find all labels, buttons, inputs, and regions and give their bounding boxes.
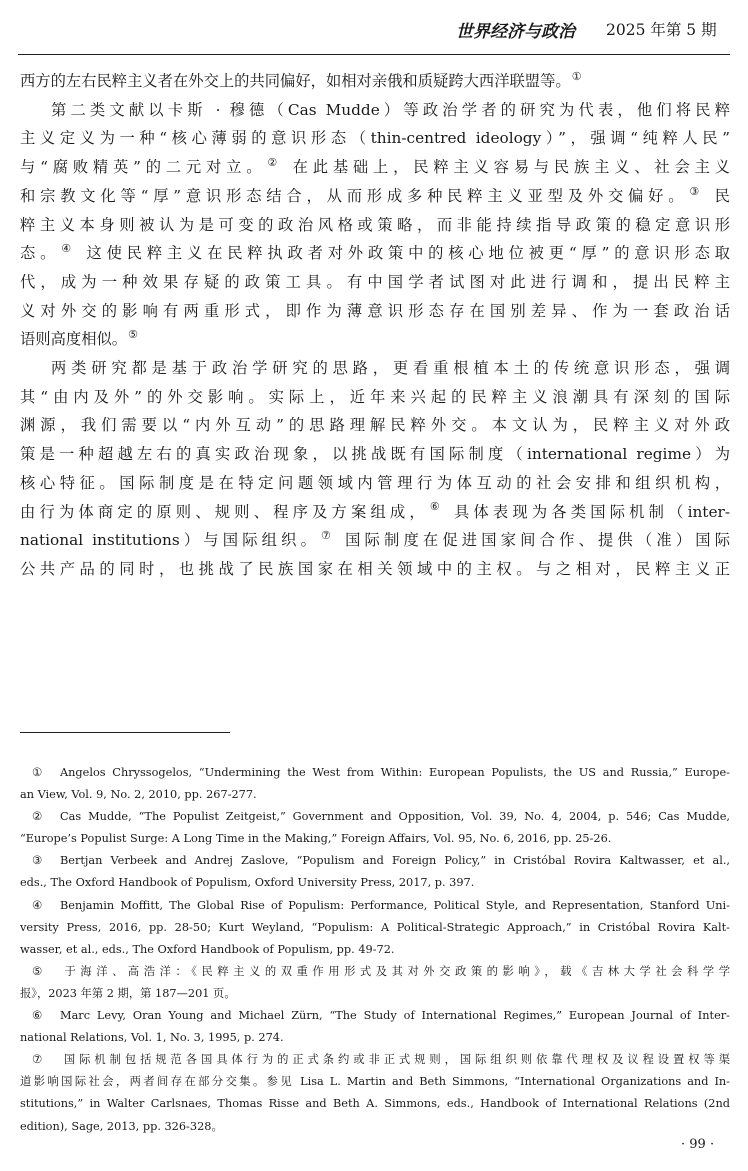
body-line: 语则高度相似。⑤ bbox=[20, 328, 138, 349]
footnote-line bbox=[20, 983, 730, 1005]
footnote-line bbox=[20, 1071, 730, 1093]
body-line: 态。④ 这使民粹主义在民粹执政者对外政策中的核心地位被更“厚”的意识形态取 bbox=[20, 242, 730, 263]
footnote-text: Angelos Chryssogelos, “Undermining the West from Within: European Populists, the US and Russia,” Europe- bbox=[60, 766, 730, 779]
footnote-ref[interactable]: ④ bbox=[61, 242, 76, 256]
page-header bbox=[0, 8, 748, 48]
footnote-text: versity Press, 2016, pp. 28-50; Kurt Weyland, “Populism: A Political-Strategic Approach,” in Cristóbal Rovira Kalt- bbox=[20, 920, 730, 934]
footnote-text: edition), Sage, 2013, pp. 326-328。 bbox=[20, 1119, 223, 1133]
body-line: 其“由内及外”的外交影响。实际上，近年来兴起的民粹主义浪潮具有深刻的国际 bbox=[20, 387, 730, 406]
page-number: · 99 · bbox=[681, 1137, 715, 1152]
footnote-line bbox=[20, 828, 730, 850]
body-line: national institutions）与国际组织。⑦ 国际制度在促进国家间合作、提供（准）国际 bbox=[20, 529, 730, 550]
footnote-number: ② bbox=[32, 810, 43, 824]
footnote-line bbox=[20, 1027, 730, 1049]
footnote-text: Bertjan Verbeek and Andrej Zaslove, “Populism and Foreign Policy,” in Cristóbal Rovira Kaltwasser, et al., bbox=[60, 854, 730, 868]
body-line: 渊源，我们需要以“内外互动”的思路理解民粹外交。本文认为，民粹主义对外政 bbox=[20, 416, 730, 435]
body-line: 西方的左右民粹主义者在外交上的共同偏好，如相对亲俄和质疑跨大西洋联盟等。① bbox=[20, 69, 582, 90]
footnote-text: eds., The Oxford Handbook of Populism, Oxford University Press, 2017, p. 397. bbox=[20, 876, 475, 890]
body-line: 主义定义为一种“核心薄弱的意识形态（thin-centred ideology）”，强调“纯粹人民” bbox=[20, 129, 730, 148]
footnote-divider bbox=[20, 732, 230, 733]
footnote-ref[interactable]: ⑤ bbox=[128, 328, 138, 342]
footnote-text: 国际机制包括规范各国具体行为的正式条约或非正式规则，国际组织则依靠代理权及议程设置权等渠 bbox=[60, 1053, 730, 1067]
footnote-text: Benjamin Moffitt, The Global Rise of Populism: Performance, Political Style, and Representation, Stanford Uni- bbox=[60, 898, 730, 912]
issue-label: 2025 年第 5 期 bbox=[606, 21, 717, 39]
body-line: 核心特征。国际制度是在特定问题领域内管理行为体互动的社会安排和组织机构， bbox=[20, 473, 730, 492]
body-line: 和宗教文化等“厚”意识形态结合，从而形成多种民粹主义亚型及外交偏好。③ 民 bbox=[20, 184, 730, 205]
footnote-text: 道影响国际社会，两者间存在部分交集。参见 Lisa L. Martin and Beth Simmons, “International Organizations and In- bbox=[20, 1075, 730, 1089]
main-text bbox=[20, 67, 730, 584]
body-line: 粹主义本身则被认为是可变的政治风格或策略，而非能持续指导政策的稳定意识形 bbox=[20, 215, 730, 234]
footnote-text: 报》，2023 年第 2 期，第 187—201 页。 bbox=[20, 986, 236, 1000]
journal-title: 世界经济与政治 bbox=[456, 22, 575, 42]
footnote-line bbox=[20, 806, 730, 828]
footnote-ref[interactable]: ② bbox=[267, 156, 282, 170]
footnote-line bbox=[20, 895, 730, 917]
footnote-text: national Relations, Vol. 1, No. 3, 1995, p. 274. bbox=[20, 1031, 284, 1045]
body-line: 策是一种超越左右的真实政治现象，以挑战既有国际制度（international regime）为 bbox=[20, 445, 730, 464]
footnote-text: Cas Mudde, “The Populist Zeitgeist,” Government and Opposition, Vol. 39, No. 4, 2004, p. 546; Cas Mudde, bbox=[60, 810, 730, 824]
footnote-line bbox=[20, 850, 730, 872]
footnote-ref[interactable]: ⑥ bbox=[429, 500, 444, 514]
footnote-number: ③ bbox=[32, 854, 43, 868]
footnote-text: 于海洋、高浩洋：《民粹主义的双重作用形式及其对外交政策的影响》，载《吉林大学社会科学学 bbox=[60, 964, 730, 978]
footnote-line bbox=[20, 1093, 730, 1115]
footnote-line bbox=[20, 1116, 730, 1138]
footnote-number: ④ bbox=[32, 898, 43, 912]
body-line: 代，成为一种效果存疑的政策工具。有中国学者试图对此进行调和，提出民粹主 bbox=[20, 272, 730, 291]
body-line: 与“腐败精英”的二元对立。② 在此基础上，民粹主义容易与民族主义、社会主义 bbox=[20, 156, 730, 177]
footnote-line bbox=[20, 872, 730, 894]
body-line: 第二类文献以卡斯 · 穆德（Cas Mudde）等政治学者的研究为代表，他们将民粹 bbox=[51, 100, 730, 119]
footnote-number: ① bbox=[32, 766, 43, 779]
footnote-line bbox=[20, 784, 730, 806]
footnote-line bbox=[20, 917, 730, 939]
footnote-line bbox=[20, 961, 730, 983]
body-line: 由行为体商定的原则、规则、程序及方案组成，⑥ 具体表现为各类国际机制（inter- bbox=[20, 500, 730, 521]
footnote-ref[interactable]: ① bbox=[571, 69, 582, 83]
footnote-text: stitutions,” in Walter Carlsnaes, Thomas Risse and Beth A. Simmons, eds., Handbook of International Relations (2nd bbox=[20, 1097, 730, 1111]
footnote-line bbox=[20, 939, 730, 961]
footnote-ref[interactable]: ⑦ bbox=[321, 529, 336, 543]
body-line: 公共产品的同时，也挑战了民族国家在相关领域中的主权。与之相对，民粹主义正 bbox=[20, 559, 730, 578]
footnote-text: “Europe’s Populist Surge: A Long Time in the Making,” Foreign Affairs, Vol. 95, No. 6, 2016, pp. 25-26. bbox=[20, 832, 612, 846]
footnote-number: ⑤ bbox=[32, 964, 43, 978]
footnote-text: Marc Levy, Oran Young and Michael Zürn, “The Study of International Regimes,” European Journal of Inter- bbox=[60, 1009, 730, 1023]
footnote-ref[interactable]: ③ bbox=[689, 184, 705, 198]
footnote-number: ⑦ bbox=[32, 1053, 43, 1067]
body-line: 两类研究都是基于政治学研究的思路，更看重根植本土的传统意识形态，强调 bbox=[51, 359, 730, 378]
footnote-line bbox=[20, 1049, 730, 1071]
footnote-text: an View, Vol. 9, No. 2, 2010, pp. 267-277. bbox=[20, 788, 257, 802]
footnote-number: ⑥ bbox=[32, 1009, 43, 1023]
footnote-line bbox=[20, 762, 730, 784]
header-divider bbox=[18, 54, 730, 55]
body-line: 义对外交的影响有两重形式，即作为薄意识形态存在国别差异、作为一套政治话 bbox=[20, 301, 730, 320]
footnotes bbox=[20, 762, 730, 1138]
footnote-text: wasser, et al., eds., The Oxford Handbook of Populism, pp. 49-72. bbox=[20, 942, 395, 956]
footnote-line bbox=[20, 1005, 730, 1027]
